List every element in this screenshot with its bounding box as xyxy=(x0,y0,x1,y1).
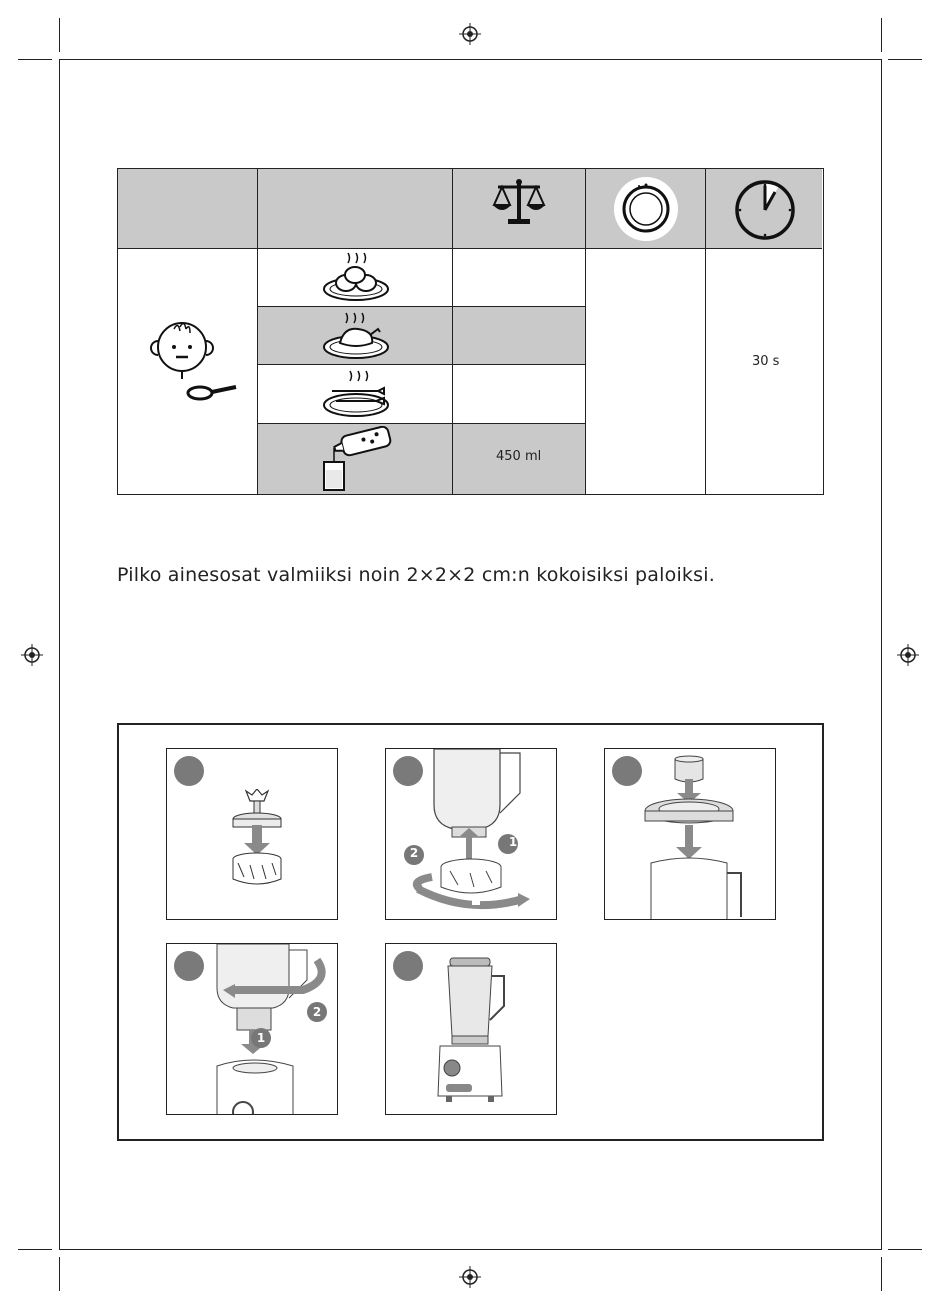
registration-mark-icon xyxy=(21,644,43,666)
step-number-badge xyxy=(393,951,423,981)
column-divider xyxy=(705,169,706,494)
crop-mark xyxy=(18,59,52,60)
step-1-panel xyxy=(166,748,338,920)
step-marker: 2 xyxy=(312,1005,322,1019)
weight-cell: 450 ml xyxy=(496,449,542,464)
lid-attach-icon xyxy=(605,749,775,919)
row-divider xyxy=(258,364,585,365)
time-cell: 30 s xyxy=(752,354,780,369)
pouring-liquid-icon xyxy=(314,426,396,492)
crop-mark xyxy=(881,18,882,52)
registration-mark-icon xyxy=(459,1266,481,1288)
step-4-panel xyxy=(166,943,338,1115)
column-divider xyxy=(452,169,453,494)
registration-mark-icon xyxy=(459,23,481,45)
jar-attach-icon xyxy=(386,749,556,919)
chicken-dish-icon xyxy=(322,309,390,361)
column-divider xyxy=(585,169,586,494)
row-divider xyxy=(118,248,822,249)
step-5-panel xyxy=(385,943,557,1115)
step-marker: 2 xyxy=(409,846,419,860)
baby-food-icon xyxy=(136,317,242,405)
fish-dish-icon xyxy=(322,367,390,419)
crop-mark xyxy=(888,1249,922,1250)
crop-mark xyxy=(881,1257,882,1291)
crop-mark xyxy=(18,1249,52,1250)
instruction-text: Pilko ainesosat valmiiksi noin 2×2×2 cm:n kokoisiksi paloiksi. xyxy=(117,564,715,586)
timer-clock-icon xyxy=(733,178,797,242)
row-divider xyxy=(258,423,585,424)
jar-on-base-icon xyxy=(167,944,337,1114)
step-number-badge xyxy=(174,756,204,786)
assembled-blender-icon xyxy=(426,954,526,1110)
blade-assembly-icon xyxy=(222,789,292,889)
step-3-panel xyxy=(604,748,776,920)
registration-mark-icon xyxy=(897,644,919,666)
boiled-potatoes-icon xyxy=(322,251,390,303)
table-row xyxy=(258,306,585,364)
speed-dial-icon xyxy=(613,175,679,243)
step-marker: 1 xyxy=(508,835,518,849)
column-divider xyxy=(257,169,258,494)
row-divider xyxy=(258,306,585,307)
assembly-steps xyxy=(117,723,824,1141)
crop-mark xyxy=(888,59,922,60)
crop-mark xyxy=(59,18,60,52)
step-marker: 1 xyxy=(256,1031,266,1045)
step-2-panel xyxy=(385,748,557,920)
scale-icon xyxy=(492,177,546,227)
crop-mark xyxy=(59,1257,60,1291)
table-header xyxy=(118,169,822,248)
recipe-table xyxy=(117,168,824,495)
